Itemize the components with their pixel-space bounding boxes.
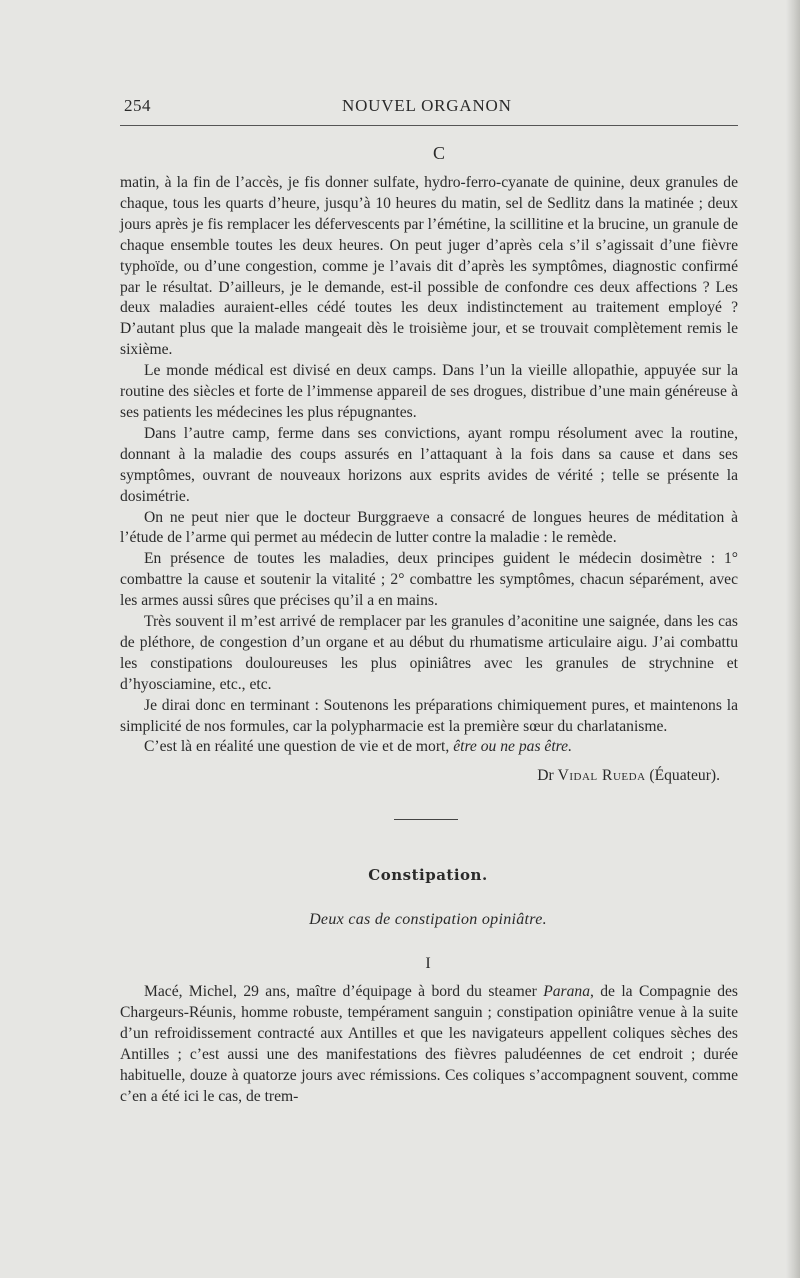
header-rule bbox=[120, 125, 738, 126]
author-signature bbox=[120, 767, 720, 785]
closing-emphasis: être ou ne pas être. bbox=[453, 738, 572, 756]
case-number: I bbox=[425, 955, 431, 972]
closing-text: C’est là en réalité une question de vie et de mort, bbox=[144, 738, 454, 756]
section-subtitle: Deux cas de constipation opiniâtre. bbox=[309, 911, 547, 928]
article-body bbox=[120, 173, 738, 758]
paragraph: En présence de toutes les maladies, deux principes guident le médecin dosimètre : 1° combattre la cause et soutenir la vitalité ; 2° combattre les symptômes, chacun séparément, avec les armes aussi sûres que précises qu’il a en mains. bbox=[120, 550, 738, 610]
paragraph: Le monde médical est divisé en deux camps. Dans l’un la vieille allopathie, appuyée sur la routine des siècles et forte de l’immense appareil de ses drogues, distribue d’une main généreuse à ses patients les médecines les plus répugnantes. bbox=[120, 362, 738, 421]
page-header bbox=[120, 96, 738, 118]
closing-paragraph bbox=[120, 737, 738, 758]
case-text-after: , de la Compagnie des Chargeurs-Réunis, homme robuste, tempérament sanguin ; constipation opiniâtre venue à la suite d’un refroidissement contracté aux Antilles et que les navigateurs appellent coliques sèches des Antilles ; c’est aussi une des manifestations des fièvres paludéennes de cet endroit ; durée habituelle, douze à quatorze jours avec rémissions. Ces coliques s’accompagnent souvent, comme c’en a été ici le cas, de trem- bbox=[120, 983, 738, 1105]
signature-prefix: Dr bbox=[537, 767, 554, 784]
paragraph: Je dirai donc en terminant : Soutenons les préparations chimiquement pures, et maintenons la simplicité de nos formules, car la polypharmacie est la première sœur du charlatanisme. bbox=[120, 696, 738, 735]
signature-name: Vidal Rueda bbox=[557, 767, 646, 784]
signature-place: (Équateur). bbox=[649, 767, 720, 784]
paragraph: Très souvent il m’est arrivé de remplacer par les granules d’aconitine une saignée, dans les cas de pléthore, de congestion d’un organe et au début du rhumatisme articulaire aigu. J’ai combattu les constipations douloureuses les plus opiniâtres avec les granules de strychnine et d’hyosciamine, etc., etc. bbox=[120, 613, 738, 693]
case-paragraph bbox=[120, 982, 738, 1107]
paragraph: matin, à la fin de l’accès, je fis donner sulfate, hydro-ferro-cyanate de quinine, deux granules de chaque, tous les quarts d’heure, jusqu’à 10 heures du matin, sel de Sedlitz dans la matinée ; deux jours après je fis remplacer les défervescents par l’émétine, la scillitine et la brucine, un granule de chaque ensemble toutes les deux heures. On peut juger d’après cela s’il s’agissait d’une fièvre typhoïde, ou d’une congestion, comme je l’avais dit d’après les symptômes, diagnostic confirmé par le résultat. D’ailleurs, je le demande, est-il possible de confondre ces deux affections ? Les deux maladies auraient-elles cédé toutes les deux indistinctement au traitement employé ? D’autant plus que la malade mangeait dès le troisième jour, et se trouvait complètement remis le sixième. bbox=[120, 174, 738, 359]
ship-name: Parana bbox=[543, 983, 590, 1000]
page-number: 254 bbox=[124, 96, 151, 115]
section-letter: C bbox=[432, 143, 445, 163]
paragraph: On ne peut nier que le docteur Burggraeve a consacré de longues heures de méditation à l’étude de l’arme qui permet au médecin de lutter contre la maladie : le remède. bbox=[120, 508, 738, 547]
case-body bbox=[120, 982, 738, 1107]
paragraph: Dans l’autre camp, ferme dans ses convictions, ayant rompu résolument avec la routine, donnant à la maladie des coups assurés en l’attaquant à la fois dans sa cause et dans ses symptômes, ouvrant de nouveaux horizons aux esprits avides de vérité ; telle se présente la dosimétrie. bbox=[120, 424, 738, 505]
page-edge-shadow bbox=[786, 0, 800, 1278]
section-heading: Constipation. bbox=[368, 866, 488, 884]
section-separator bbox=[394, 819, 458, 820]
running-title: NOUVEL ORGANON bbox=[342, 96, 512, 115]
case-text-before: Macé, Michel, 29 ans, maître d’équipage à bord du steamer bbox=[144, 983, 544, 1000]
